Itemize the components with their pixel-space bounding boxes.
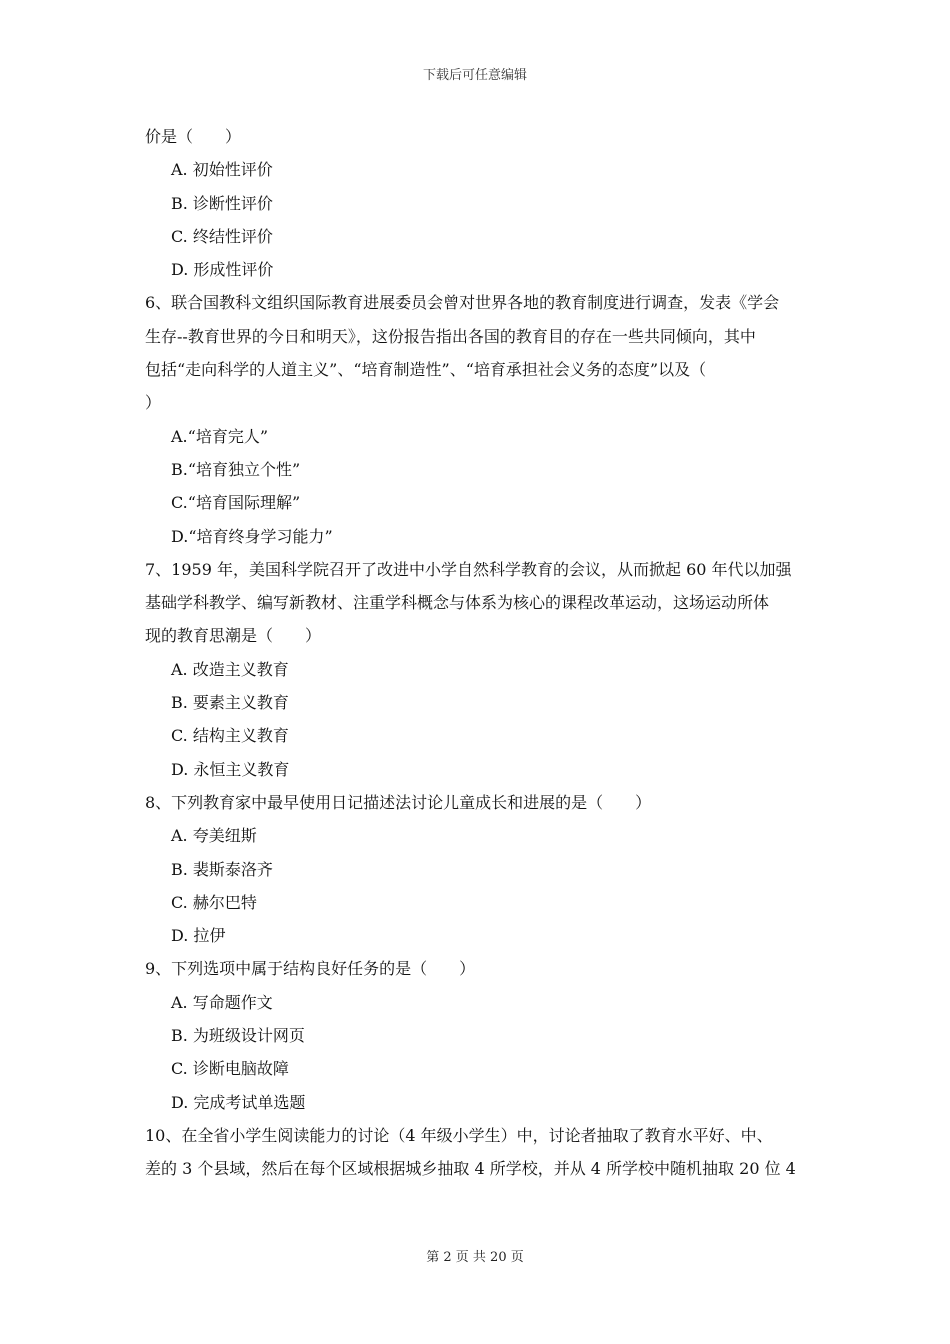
text-line: 差的 3 个县域，然后在每个区域根据城乡抽取 4 所学校，并从 4 所学校中随机抽取 20 位 4 [145, 1159, 796, 1179]
option-line: A. 写命题作文 [171, 992, 273, 1012]
text-line: 包括“走向科学的人道主义”、“培育制造性”、“培育承担社会义务的态度”以及（ [145, 360, 707, 380]
option-line: A. 改造主义教育 [171, 659, 289, 679]
option-line: B. 诊断性评价 [171, 193, 273, 213]
option-line: B. 裴斯泰洛齐 [171, 859, 273, 879]
question-line: 9、下列选项中属于结构良好任务的是（ ） [145, 959, 476, 979]
question-line: 10、在全省小学生阅读能力的讨论（4 年级小学生）中，讨论者抽取了教育水平好、中、 [145, 1125, 773, 1145]
option-line: A.“培育完人” [171, 426, 269, 446]
option-line: D. 形成性评价 [171, 260, 274, 280]
option-line: C. 赫尔巴特 [171, 892, 257, 912]
option-line: C.“培育国际理解” [171, 493, 301, 513]
text-line: 价是（ ） [145, 127, 242, 146]
question-line: 6、联合国教科文组织国际教育进展委员会曾对世界各地的教育制度进行调查，发表《学会 [145, 293, 780, 313]
option-line: A. 初始性评价 [171, 160, 273, 180]
option-line: D. 完成考试单选题 [171, 1092, 306, 1112]
option-line: A. 夸美纽斯 [171, 826, 257, 846]
option-line: C. 诊断电脑故障 [171, 1059, 289, 1079]
question-line: 7、1959 年，美国科学院召开了改进中小学自然科学教育的会议，从而掀起 60 年代以加强 [145, 559, 792, 579]
option-line: D.“培育终身学习能力” [171, 526, 333, 546]
option-line: B. 要素主义教育 [171, 693, 289, 713]
question-line: 8、下列教育家中最早使用日记描述法讨论儿童成长和进展的是（ ） [145, 792, 652, 812]
option-line: C. 终结性评价 [171, 226, 273, 246]
option-line: B.“培育独立个性” [171, 459, 301, 479]
option-line: B. 为班级设计网页 [171, 1026, 305, 1046]
option-line: C. 结构主义教育 [171, 726, 289, 746]
text-line: ） [145, 393, 162, 413]
option-line: D. 永恒主义教育 [171, 759, 290, 779]
text-line: 生存--教育世界的今日和明天》，这份报告指出各国的教育目的存在一些共同倾向，其中 [145, 326, 756, 346]
document-body [145, 120, 810, 1186]
page-header: 下载后可任意编辑 [422, 68, 527, 83]
text-line: 现的教育思潮是（ ） [145, 626, 322, 646]
option-line: D. 拉伊 [171, 926, 226, 946]
text-line: 基础学科教学、编写新教材、注重学科概念与体系为核心的课程改革运动，这场运动所体 [145, 593, 770, 613]
page-footer: 第 2 页 共 20 页 [426, 1250, 524, 1265]
